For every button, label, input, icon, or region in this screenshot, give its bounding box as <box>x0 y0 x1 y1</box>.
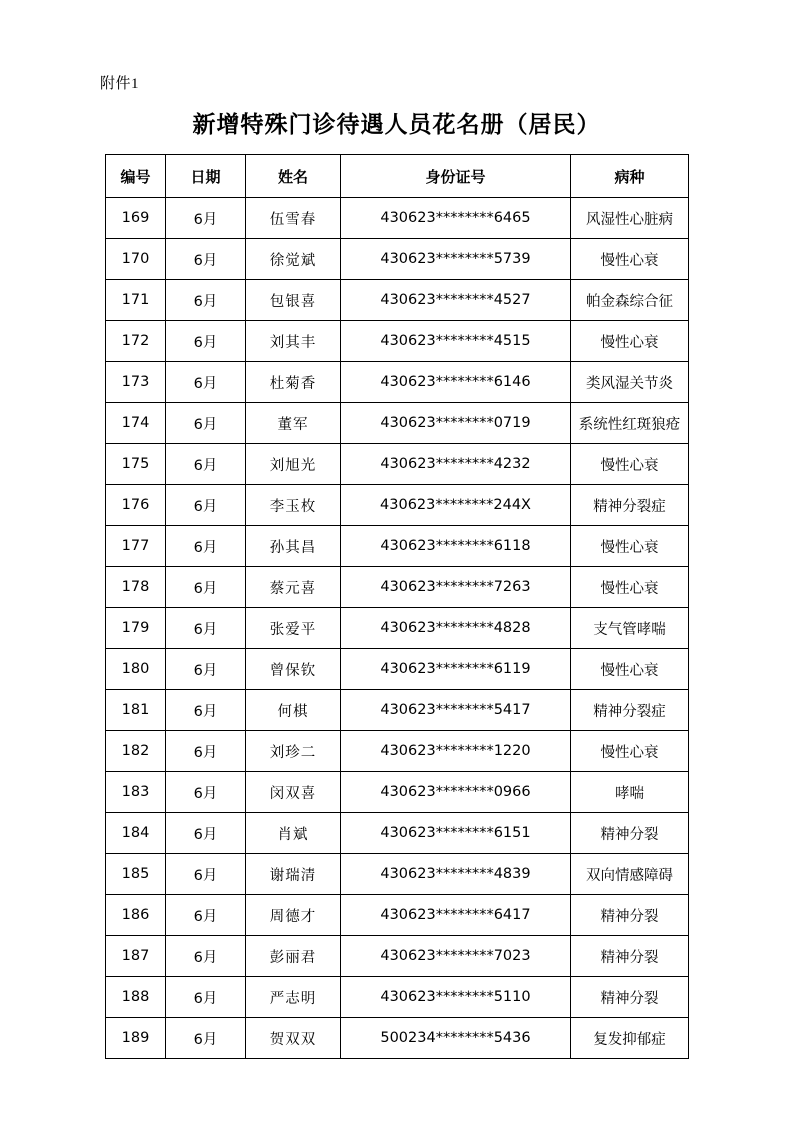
cell-disease: 系统性红斑狼疮 <box>571 403 689 444</box>
cell-date: 6月 <box>166 895 246 936</box>
cell-name: 何棋 <box>246 690 341 731</box>
cell-id: 185 <box>106 854 166 895</box>
table-row <box>106 239 689 280</box>
cell-name: 张爱平 <box>246 608 341 649</box>
cell-id: 181 <box>106 690 166 731</box>
table-row <box>106 1018 689 1059</box>
cell-id: 175 <box>106 444 166 485</box>
cell-disease: 风湿性心脏病 <box>571 198 689 239</box>
table-row <box>106 731 689 772</box>
cell-idcard: 430623********1220 <box>341 731 571 772</box>
cell-id: 174 <box>106 403 166 444</box>
page-title: 新增特殊门诊待遇人员花名册（居民） <box>192 111 601 138</box>
cell-idcard: 430623********0719 <box>341 403 571 444</box>
cell-disease: 慢性心衰 <box>571 649 689 690</box>
cell-id: 184 <box>106 813 166 854</box>
cell-idcard: 430623********244X <box>341 485 571 526</box>
column-header-disease: 病种 <box>571 155 689 198</box>
table-row <box>106 813 689 854</box>
cell-name: 刘旭光 <box>246 444 341 485</box>
table-body <box>106 198 689 1059</box>
cell-disease: 精神分裂 <box>571 977 689 1018</box>
cell-name: 包银喜 <box>246 280 341 321</box>
cell-disease: 慢性心衰 <box>571 567 689 608</box>
cell-date: 6月 <box>166 526 246 567</box>
cell-id: 188 <box>106 977 166 1018</box>
cell-idcard: 430623********4527 <box>341 280 571 321</box>
cell-name: 孙其昌 <box>246 526 341 567</box>
cell-name: 杜菊香 <box>246 362 341 403</box>
column-header-name: 姓名 <box>246 155 341 198</box>
cell-idcard: 430623********0966 <box>341 772 571 813</box>
cell-idcard: 430623********7263 <box>341 567 571 608</box>
cell-disease: 精神分裂 <box>571 936 689 977</box>
cell-date: 6月 <box>166 362 246 403</box>
cell-name: 贺双双 <box>246 1018 341 1059</box>
table-row <box>106 567 689 608</box>
cell-id: 187 <box>106 936 166 977</box>
cell-idcard: 430623********7023 <box>341 936 571 977</box>
table-row <box>106 936 689 977</box>
cell-id: 172 <box>106 321 166 362</box>
column-header-date: 日期 <box>166 155 246 198</box>
cell-id: 183 <box>106 772 166 813</box>
cell-name: 刘其丰 <box>246 321 341 362</box>
table-row <box>106 403 689 444</box>
cell-idcard: 430623********6119 <box>341 649 571 690</box>
cell-id: 178 <box>106 567 166 608</box>
table-row <box>106 649 689 690</box>
cell-disease: 精神分裂症 <box>571 690 689 731</box>
cell-date: 6月 <box>166 649 246 690</box>
cell-date: 6月 <box>166 567 246 608</box>
table-row <box>106 854 689 895</box>
cell-idcard: 500234********5436 <box>341 1018 571 1059</box>
cell-date: 6月 <box>166 977 246 1018</box>
cell-id: 171 <box>106 280 166 321</box>
table-row <box>106 526 689 567</box>
roster-table-container <box>105 154 688 1059</box>
cell-disease: 哮喘 <box>571 772 689 813</box>
table-header <box>106 155 689 198</box>
cell-disease: 慢性心衰 <box>571 444 689 485</box>
cell-idcard: 430623********4232 <box>341 444 571 485</box>
column-header-id: 编号 <box>106 155 166 198</box>
cell-idcard: 430623********5739 <box>341 239 571 280</box>
cell-idcard: 430623********6118 <box>341 526 571 567</box>
cell-name: 刘珍二 <box>246 731 341 772</box>
cell-id: 189 <box>106 1018 166 1059</box>
cell-id: 179 <box>106 608 166 649</box>
cell-idcard: 430623********6146 <box>341 362 571 403</box>
cell-disease: 慢性心衰 <box>571 239 689 280</box>
attachment-label: 附件1 <box>100 76 140 92</box>
cell-idcard: 430623********5417 <box>341 690 571 731</box>
table-row <box>106 198 689 239</box>
cell-idcard: 430623********6465 <box>341 198 571 239</box>
cell-date: 6月 <box>166 731 246 772</box>
cell-id: 176 <box>106 485 166 526</box>
cell-id: 170 <box>106 239 166 280</box>
cell-idcard: 430623********6417 <box>341 895 571 936</box>
cell-idcard: 430623********4828 <box>341 608 571 649</box>
cell-name: 董军 <box>246 403 341 444</box>
cell-idcard: 430623********6151 <box>341 813 571 854</box>
cell-name: 闵双喜 <box>246 772 341 813</box>
table-row <box>106 362 689 403</box>
table-row <box>106 608 689 649</box>
table-header-row <box>106 155 689 198</box>
cell-disease: 慢性心衰 <box>571 321 689 362</box>
roster-table <box>105 154 689 1059</box>
cell-name: 蔡元喜 <box>246 567 341 608</box>
cell-name: 周德才 <box>246 895 341 936</box>
cell-id: 173 <box>106 362 166 403</box>
cell-disease: 精神分裂 <box>571 895 689 936</box>
table-row <box>106 690 689 731</box>
cell-idcard: 430623********4515 <box>341 321 571 362</box>
table-row <box>106 772 689 813</box>
cell-date: 6月 <box>166 198 246 239</box>
table-row <box>106 321 689 362</box>
cell-name: 李玉枚 <box>246 485 341 526</box>
table-row <box>106 977 689 1018</box>
cell-date: 6月 <box>166 239 246 280</box>
cell-disease: 精神分裂症 <box>571 485 689 526</box>
cell-disease: 双向情感障碍 <box>571 854 689 895</box>
cell-date: 6月 <box>166 813 246 854</box>
cell-disease: 支气管哮喘 <box>571 608 689 649</box>
cell-date: 6月 <box>166 936 246 977</box>
cell-id: 169 <box>106 198 166 239</box>
cell-id: 180 <box>106 649 166 690</box>
cell-id: 186 <box>106 895 166 936</box>
cell-disease: 慢性心衰 <box>571 731 689 772</box>
cell-id: 182 <box>106 731 166 772</box>
table-row <box>106 280 689 321</box>
cell-disease: 精神分裂 <box>571 813 689 854</box>
cell-date: 6月 <box>166 485 246 526</box>
cell-date: 6月 <box>166 280 246 321</box>
cell-date: 6月 <box>166 854 246 895</box>
cell-name: 彭丽君 <box>246 936 341 977</box>
cell-disease: 帕金森综合征 <box>571 280 689 321</box>
cell-disease: 复发抑郁症 <box>571 1018 689 1059</box>
cell-idcard: 430623********5110 <box>341 977 571 1018</box>
cell-name: 伍雪春 <box>246 198 341 239</box>
cell-name: 曾保钦 <box>246 649 341 690</box>
cell-idcard: 430623********4839 <box>341 854 571 895</box>
table-row <box>106 485 689 526</box>
cell-date: 6月 <box>166 444 246 485</box>
cell-name: 徐觉斌 <box>246 239 341 280</box>
column-header-idcard: 身份证号 <box>341 155 571 198</box>
cell-date: 6月 <box>166 608 246 649</box>
cell-date: 6月 <box>166 690 246 731</box>
cell-date: 6月 <box>166 1018 246 1059</box>
cell-name: 严志明 <box>246 977 341 1018</box>
cell-id: 177 <box>106 526 166 567</box>
cell-date: 6月 <box>166 403 246 444</box>
cell-date: 6月 <box>166 772 246 813</box>
cell-name: 肖斌 <box>246 813 341 854</box>
cell-date: 6月 <box>166 321 246 362</box>
cell-disease: 慢性心衰 <box>571 526 689 567</box>
table-row <box>106 444 689 485</box>
cell-disease: 类风湿关节炎 <box>571 362 689 403</box>
table-row <box>106 895 689 936</box>
cell-name: 谢瑞清 <box>246 854 341 895</box>
